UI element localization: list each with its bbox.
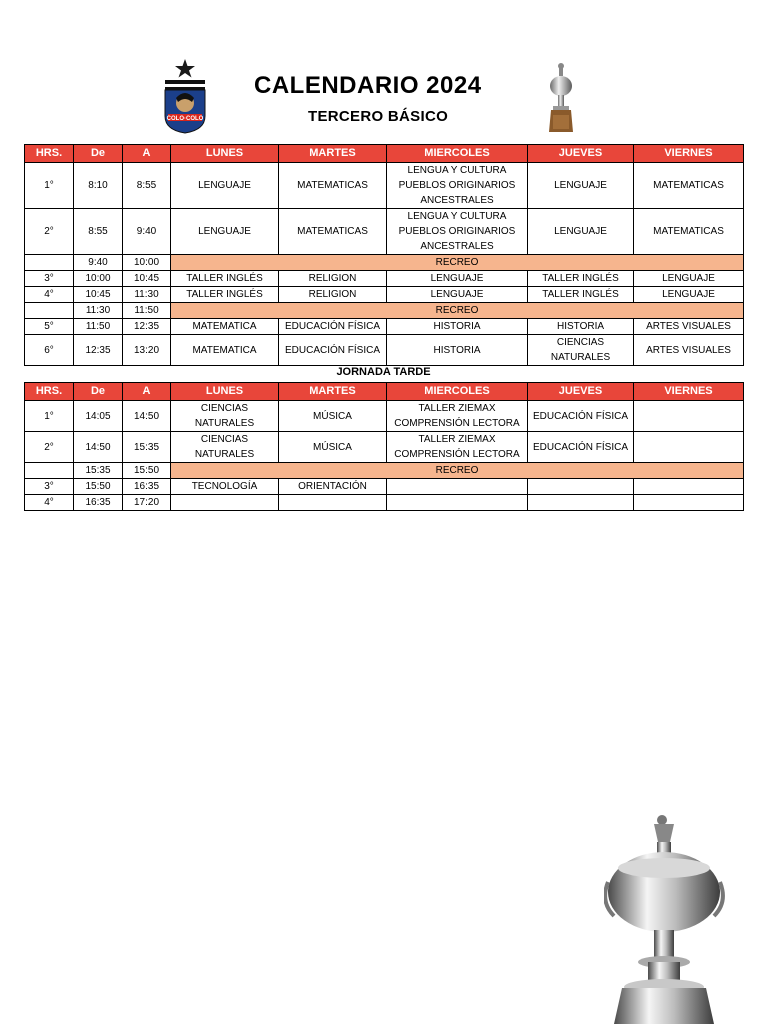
- subject-cell: HISTORIA: [387, 319, 528, 335]
- column-header: A: [123, 383, 171, 401]
- header-row: [25, 383, 744, 401]
- subject-cell: EDUCACIÓN FÍSICA: [279, 319, 387, 335]
- header-row: [25, 145, 744, 163]
- time-cell-hrs: 5°: [25, 319, 74, 335]
- page-subtitle: TERCERO BÁSICO: [308, 108, 449, 125]
- class-row: [25, 209, 744, 255]
- time-cell-hrs: 1°: [25, 163, 74, 209]
- subject-cell: MATEMATICAS: [279, 209, 387, 255]
- time-cell-a: 11:50: [123, 303, 171, 319]
- break-row: [25, 463, 744, 479]
- time-cell-de: 15:35: [74, 463, 123, 479]
- column-header: JUEVES: [528, 383, 634, 401]
- subject-cell: TALLER INGLÉS: [171, 271, 279, 287]
- column-header: De: [74, 383, 123, 401]
- time-cell-a: 17:20: [123, 495, 171, 511]
- trophy-icon: [544, 60, 578, 134]
- time-cell-hrs: [25, 255, 74, 271]
- subject-cell: RELIGION: [279, 287, 387, 303]
- svg-text:COLO·COLO: COLO·COLO: [166, 115, 204, 122]
- time-cell-de: 16:35: [74, 495, 123, 511]
- break-row: [25, 255, 744, 271]
- class-row: [25, 432, 744, 463]
- page-title: CALENDARIO 2024: [254, 72, 482, 99]
- time-cell-de: 11:50: [74, 319, 123, 335]
- subject-cell: [634, 432, 744, 463]
- subject-cell: LENGUA Y CULTURA PUEBLOS ORIGINARIOS ANCESTRALES: [387, 209, 528, 255]
- subject-cell: LENGUAJE: [634, 271, 744, 287]
- subject-cell: [634, 479, 744, 495]
- subject-cell: EDUCACIÓN FÍSICA: [528, 432, 634, 463]
- time-cell-hrs: 6°: [25, 335, 74, 366]
- morning-schedule-table: [24, 144, 744, 366]
- time-cell-a: 13:20: [123, 335, 171, 366]
- subject-cell: LENGUAJE: [171, 209, 279, 255]
- time-cell-hrs: 4°: [25, 495, 74, 511]
- subject-cell: [387, 495, 528, 511]
- subject-cell: [528, 495, 634, 511]
- column-header: A: [123, 145, 171, 163]
- column-header: MIERCOLES: [387, 145, 528, 163]
- subject-cell: RELIGION: [279, 271, 387, 287]
- subject-cell: EDUCACIÓN FÍSICA: [279, 335, 387, 366]
- time-cell-hrs: 2°: [25, 432, 74, 463]
- time-cell-de: 15:50: [74, 479, 123, 495]
- column-header: MIERCOLES: [387, 383, 528, 401]
- subject-cell: MÚSICA: [279, 401, 387, 432]
- time-cell-hrs: [25, 463, 74, 479]
- subject-cell: [279, 495, 387, 511]
- time-cell-a: 15:35: [123, 432, 171, 463]
- subject-cell: MÚSICA: [279, 432, 387, 463]
- time-cell-de: 11:30: [74, 303, 123, 319]
- subject-cell: LENGUAJE: [528, 163, 634, 209]
- time-cell-de: 12:35: [74, 335, 123, 366]
- subject-cell: ARTES VISUALES: [634, 335, 744, 366]
- column-header: LUNES: [171, 145, 279, 163]
- subject-cell: [634, 495, 744, 511]
- subject-cell: TALLER ZIEMAX COMPRENSIÓN LECTORA: [387, 432, 528, 463]
- subject-cell: LENGUAJE: [387, 271, 528, 287]
- time-cell-a: 9:40: [123, 209, 171, 255]
- time-cell-hrs: 1°: [25, 401, 74, 432]
- subject-cell: MATEMATICAS: [634, 163, 744, 209]
- time-cell-a: 11:30: [123, 287, 171, 303]
- time-cell-de: 14:05: [74, 401, 123, 432]
- time-cell-hrs: 3°: [25, 479, 74, 495]
- subject-cell: LENGUAJE: [387, 287, 528, 303]
- time-cell-a: 10:45: [123, 271, 171, 287]
- class-row: [25, 495, 744, 511]
- subject-cell: TALLER INGLÉS: [528, 287, 634, 303]
- column-header: VIERNES: [634, 383, 744, 401]
- class-row: [25, 287, 744, 303]
- subject-cell: LENGUA Y CULTURA PUEBLOS ORIGINARIOS ANCESTRALES: [387, 163, 528, 209]
- subject-cell: LENGUAJE: [528, 209, 634, 255]
- column-header: VIERNES: [634, 145, 744, 163]
- subject-cell: ARTES VISUALES: [634, 319, 744, 335]
- recreo-cell: RECREO: [171, 303, 744, 319]
- subject-cell: MATEMATICAS: [279, 163, 387, 209]
- class-row: [25, 319, 744, 335]
- time-cell-de: 8:55: [74, 209, 123, 255]
- subject-cell: MATEMATICA: [171, 319, 279, 335]
- subject-cell: HISTORIA: [387, 335, 528, 366]
- subject-cell: CIENCIAS NATURALES: [171, 401, 279, 432]
- class-row: [25, 335, 744, 366]
- class-row: [25, 479, 744, 495]
- time-cell-a: 10:00: [123, 255, 171, 271]
- subject-cell: [634, 401, 744, 432]
- time-cell-hrs: 3°: [25, 271, 74, 287]
- class-row: [25, 401, 744, 432]
- subject-cell: MATEMATICAS: [634, 209, 744, 255]
- subject-cell: LENGUAJE: [634, 287, 744, 303]
- subject-cell: TECNOLOGÍA: [171, 479, 279, 495]
- subject-cell: HISTORIA: [528, 319, 634, 335]
- column-header: HRS.: [25, 383, 74, 401]
- subject-cell: [528, 479, 634, 495]
- time-cell-hrs: [25, 303, 74, 319]
- subject-cell: CIENCIAS NATURALES: [171, 432, 279, 463]
- time-cell-de: 10:00: [74, 271, 123, 287]
- time-cell-a: 12:35: [123, 319, 171, 335]
- column-header: LUNES: [171, 383, 279, 401]
- column-header: De: [74, 145, 123, 163]
- column-header: JUEVES: [528, 145, 634, 163]
- copa-libertadores-trophy-image: [604, 812, 732, 1024]
- time-cell-de: 8:10: [74, 163, 123, 209]
- time-cell-a: 15:50: [123, 463, 171, 479]
- recreo-cell: RECREO: [171, 463, 744, 479]
- time-cell-de: 10:45: [74, 287, 123, 303]
- time-cell-hrs: 4°: [25, 287, 74, 303]
- subject-cell: EDUCACIÓN FÍSICA: [528, 401, 634, 432]
- subject-cell: ORIENTACIÓN: [279, 479, 387, 495]
- subject-cell: TALLER INGLÉS: [171, 287, 279, 303]
- recreo-cell: RECREO: [171, 255, 744, 271]
- subject-cell: TALLER INGLÉS: [528, 271, 634, 287]
- subject-cell: TALLER ZIEMAX COMPRENSIÓN LECTORA: [387, 401, 528, 432]
- time-cell-hrs: 2°: [25, 209, 74, 255]
- colo-colo-logo: [162, 58, 208, 134]
- time-cell-de: 14:50: [74, 432, 123, 463]
- time-cell-a: 16:35: [123, 479, 171, 495]
- subject-cell: MATEMATICA: [171, 335, 279, 366]
- column-header: MARTES: [279, 383, 387, 401]
- afternoon-schedule-table: [24, 382, 744, 511]
- time-cell-de: 9:40: [74, 255, 123, 271]
- time-cell-a: 14:50: [123, 401, 171, 432]
- column-header: MARTES: [279, 145, 387, 163]
- class-row: [25, 271, 744, 287]
- subject-cell: LENGUAJE: [171, 163, 279, 209]
- class-row: [25, 163, 744, 209]
- subject-cell: [387, 479, 528, 495]
- afternoon-section-title: JORNADA TARDE: [336, 366, 431, 378]
- subject-cell: CIENCIAS NATURALES: [528, 335, 634, 366]
- column-header: HRS.: [25, 145, 74, 163]
- break-row: [25, 303, 744, 319]
- time-cell-a: 8:55: [123, 163, 171, 209]
- subject-cell: [171, 495, 279, 511]
